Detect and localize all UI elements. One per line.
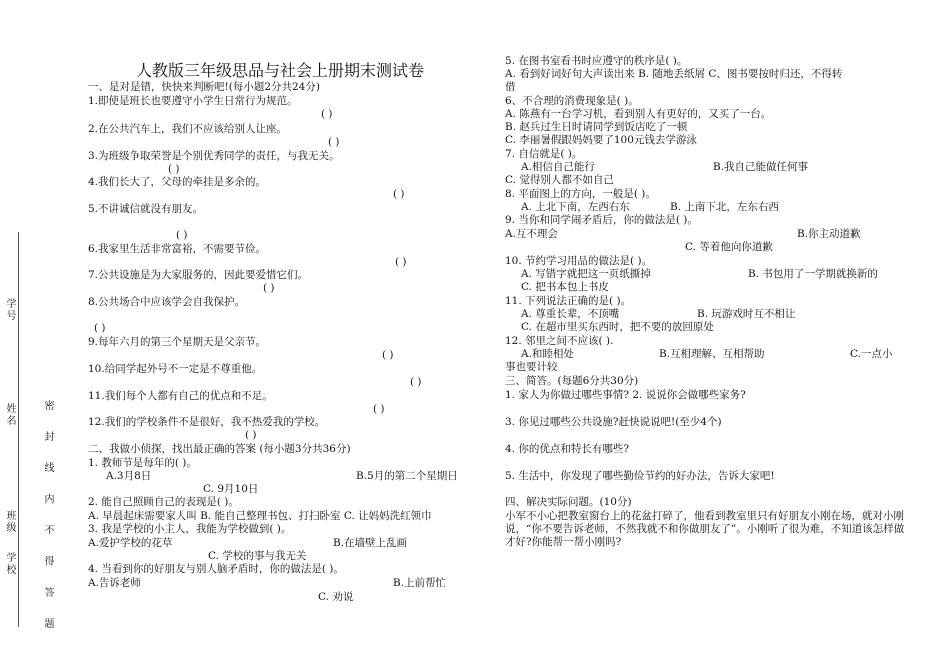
answer-blank: ( ) — [410, 376, 422, 388]
mc-question-10: 10. 节约学习用品的做法是( )。 — [505, 255, 653, 267]
school-label: 学校 — [4, 552, 15, 576]
mc-option: A.互不理会 — [505, 228, 558, 240]
answer-blank: ( ) — [94, 322, 106, 334]
mc-option: B. 上南下北，左东右西 — [670, 201, 779, 213]
mc-option: B. 玩游戏时互不相让 — [697, 308, 796, 320]
tf-question-12: 12.我们的学校条件不是很好，我不热爱我的学校。 — [88, 416, 326, 428]
tf-question-2: 2.在公共汽车上，我们不应该给别人让座。 — [88, 123, 288, 135]
mc-option: B. 赵兵过生日时请同学到饭店吃了一顿 — [505, 121, 688, 133]
mc-option: B.在墙壁上乱画 — [333, 537, 408, 549]
mc-question-6: 6、不合理的消费现象是( )。 — [505, 95, 639, 107]
mc-question-2: 2. 能自己照顾自己的表现是( )。 — [88, 496, 239, 508]
section-1-heading: 一、是对是错，快快来判断吧!(每小题2分共24分) — [88, 81, 320, 93]
tf-question-3: 3.为班级争取荣誉是个别优秀同学的责任，与我无关。 — [88, 150, 340, 162]
mc-option: B.互相理解、互相帮助 — [659, 348, 765, 360]
answer-blank: ( ) — [168, 163, 180, 175]
answer-blank: ( ) — [382, 349, 394, 361]
short-answer-3: 3. 你见过哪些公共设施?赶快说说吧!(至少4个) — [505, 416, 722, 428]
mc-option: B.你主动道歉 — [797, 228, 861, 240]
mc-question-5: 5. 在图书室看书时应遵守的秩序是( )。 — [505, 55, 688, 67]
tf-question-9: 9.每年六月的第三个星期天是父亲节。 — [88, 336, 267, 348]
tf-question-10: 10.给同学起外号不一定是不尊重他。 — [88, 363, 263, 375]
class-label: 班级 — [4, 510, 15, 534]
mc-option-cont: 事也要计较 — [505, 361, 558, 373]
mc-option: B. 书包用了一学期就换新的 — [748, 268, 878, 280]
mc-option: B.我自己能做任何事 — [713, 161, 809, 173]
mc-options: A. 早晨起床需要家人叫 B. 能自己整理书包、打扫卧室 C. 让妈妈洗红领巾 — [88, 510, 432, 522]
name-label: 姓名 — [4, 403, 15, 427]
mc-option: C.一点小 — [850, 348, 893, 360]
mc-option: A.3月8日 — [106, 470, 152, 482]
mc-option: C. 学校的事与我无关 — [208, 550, 307, 562]
answer-blank: ( ) — [395, 256, 407, 268]
tf-question-4: 4.我们长大了，父母的牵挂是多余的。 — [88, 176, 267, 188]
section-2-heading: 二、我做小侦探，找出最正确的答案 (每小题3分共36分) — [88, 443, 351, 455]
answer-blank: ( ) — [176, 229, 188, 241]
mc-option: C. 李丽暑假跟妈妈要了100元钱去学游泳 — [505, 134, 697, 146]
mc-option: C. 在超市里买东西时，把不要的放回原处 — [521, 321, 714, 333]
mc-question-8: 8. 平面图上的方向，一般是( )。 — [505, 188, 656, 200]
mc-option: C. 等着他向你道歉 — [685, 241, 773, 253]
short-answer-5: 5. 生活中，你发现了哪些勤俭节约的好办法，告诉大家吧! — [505, 470, 775, 482]
mc-option: C. 觉得别人都不如自己 — [505, 174, 614, 186]
tf-question-6: 6.我家里生活非常富裕，不需要节俭。 — [88, 243, 267, 255]
mc-options-cont: 借 — [505, 81, 516, 93]
section-4-heading: 四、解决实际问题。(10分) — [505, 496, 632, 508]
mc-option: C. 把书本包上书皮 — [521, 281, 609, 293]
answer-blank: ( ) — [321, 108, 333, 120]
tf-question-5: 5.不讲诚信就没有朋友。 — [88, 203, 204, 215]
answer-blank: ( ) — [373, 403, 385, 415]
mc-option: A.爱护学校的花草 — [88, 537, 173, 549]
mc-question-12: 12. 邻里之间不应该( ). — [505, 335, 614, 347]
tf-question-11: 11.我们每个人都有自己的优点和不足。 — [88, 390, 273, 402]
mc-options: A. 看到好词好句大声读出来 B. 随地丢纸屑 C、图书要按时归还，不得转 — [505, 68, 843, 80]
mc-question-7: 7. 自信就是( )。 — [505, 148, 583, 160]
tf-question-1: 1.即使是班长也要遵守小学生日常行为规范。 — [88, 95, 298, 107]
mc-question-1: 1. 教师节是每年的( )。 — [88, 457, 197, 469]
short-answer-1-2: 1. 家人为你做过哪些事情? 2. 说说你会做哪些家务? — [505, 389, 746, 401]
problem-story: 小军不小心把教室窗台上的花盆打碎了，他看到教室里只有好朋友小刚在场，就对小刚说，“你不要告诉老师，不然我就不和你做朋友了”。小刚听了很为难，不知道该怎样做才好?你能帮一帮小刚吗? — [505, 510, 905, 548]
mc-question-11: 11. 下列说法正确的是( )。 — [505, 295, 632, 307]
mc-question-4: 4. 当看到你的好朋友与别人脑矛盾时，你的做法是( )。 — [88, 563, 344, 575]
mc-option: A.和睦相处 — [521, 348, 574, 360]
mc-option: A. 上北下南，左西右东 — [521, 201, 630, 213]
answer-blank: ( ) — [245, 429, 257, 441]
page-title: 人教版三年级思品与社会上册期末测试卷 — [136, 61, 425, 80]
short-answer-4: 4. 你的优点和特长有哪些? — [505, 443, 629, 455]
answer-blank: ( ) — [263, 282, 275, 294]
mc-option: A. 写错字就把这一页纸撕掉 — [521, 268, 651, 280]
mc-option: A.相信自己能行 — [521, 161, 595, 173]
mc-option: B.5月的第二个星期日 — [356, 470, 458, 482]
seal-line-notice: 密 封 线 内 不 得 答 题 — [42, 400, 53, 638]
mc-option: C. 劝说 — [318, 591, 354, 603]
section-3-heading: 三、简答。(每题6分共30分) — [505, 375, 639, 387]
answer-blank: ( ) — [393, 188, 405, 200]
mc-question-9: 9. 当你和同学闹矛盾后，你的做法是( )。 — [505, 214, 698, 226]
student-id-label: 学号 — [4, 298, 15, 322]
binding-line — [18, 232, 19, 627]
mc-option: A. 尊重长辈，不顶嘴 — [521, 308, 620, 320]
tf-question-7: 7.公共设施是为大家服务的，因此要爱惜它们。 — [88, 269, 309, 281]
mc-option: B.上前帮忙 — [393, 577, 447, 589]
mc-option: C. 9月10日 — [203, 483, 259, 495]
mc-option: A. 陈燕有一台学习机，看到别人有更好的，又买了一台。 — [505, 108, 772, 120]
answer-blank: ( ) — [328, 136, 340, 148]
mc-option: A.告诉老师 — [88, 577, 141, 589]
tf-question-8: 8.公共场合中应该学会自我保护。 — [88, 296, 246, 308]
binding-margin — [0, 0, 60, 658]
mc-question-3: 3. 我是学校的小主人，我能为学校做到( )。 — [88, 523, 292, 535]
